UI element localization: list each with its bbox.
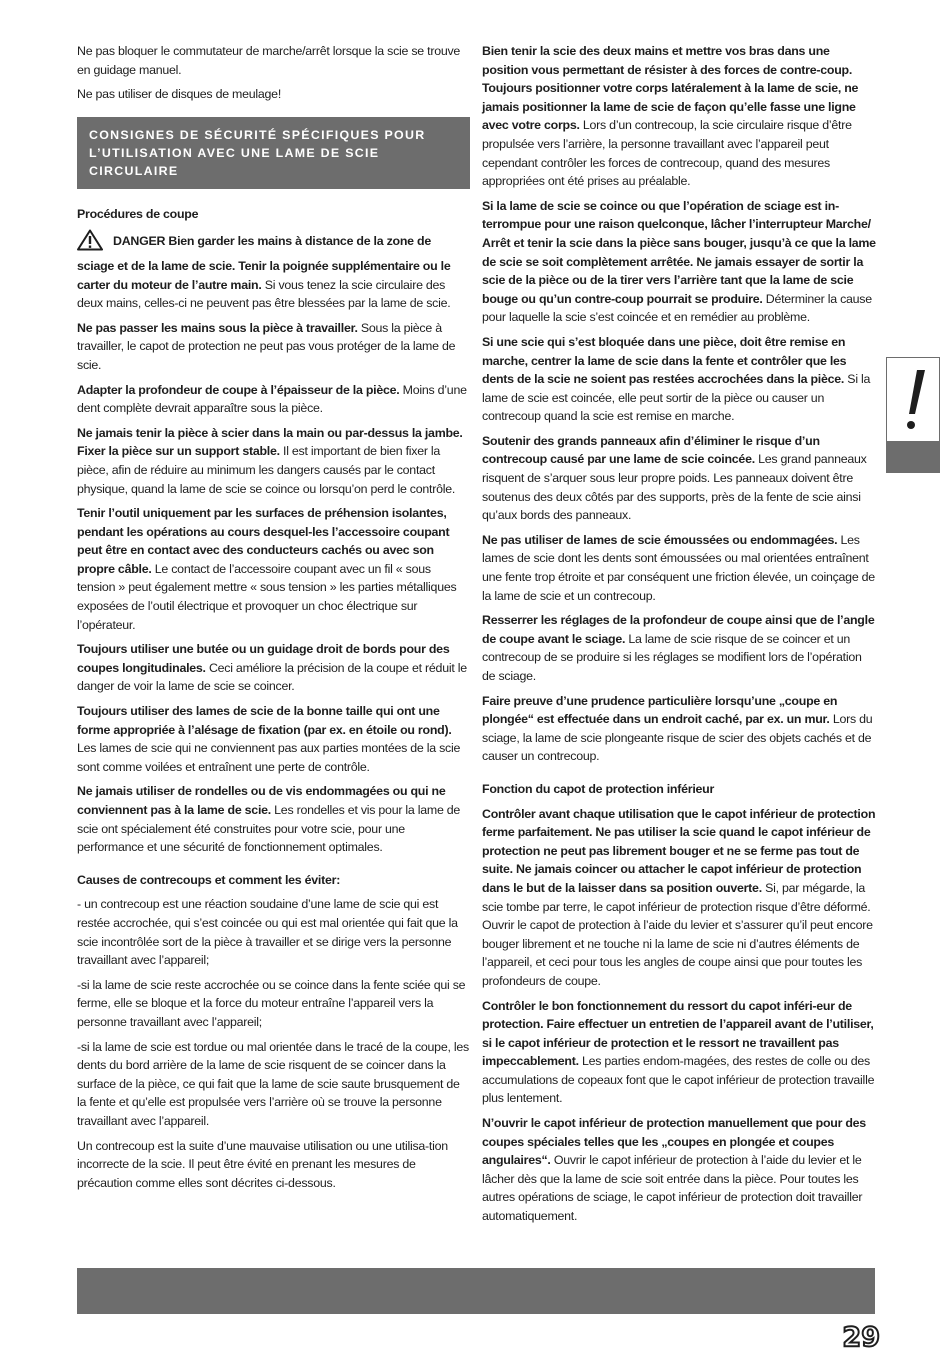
paragraph-blade-size-text: Les lames de scie qui ne conviennent pas aux parties montées de la scie sont comme voilées et entraînent une perte de contrôle.	[77, 741, 461, 774]
paragraph-manual-open-text: Ouvrir le capot inférieur de protection à l’aide du levier et le lâcher dès que la lame de scie soit entrée dans la pièce. Pour toutes les autres opérations de sciage, le capot inférieur de protection doit travailler automatiquement.	[482, 1153, 863, 1224]
side-warning-tab	[886, 357, 940, 473]
paragraph-spring-bold: Contrôler le bon fonctionnement du ressort du capot inféri-eur de protection. Faire effectuer un entretien de l’appareil avant de l’utiliser, si le capot inférieur de protection et le ressort ne travaillent pas impeccablement.	[482, 998, 874, 1069]
paragraph-depth-bold: Adapter la profondeur de coupe à l’épaisseur de la pièce.	[77, 382, 400, 397]
paragraph-insulated-text: Le contact de l’accessoire coupant avec un fil « sous tension » peut également mettre « sous tension » les parties métalliques exposées de l’outil électrique et provoquer un choc électrique sur l’opérateur.	[77, 561, 457, 632]
paragraph-guide-text: Ceci améliore la précision de la coupe et réduit le danger de voir la lame de scie se coincer.	[77, 660, 467, 694]
paragraph-blade-stuck	[482, 197, 877, 327]
left-column	[77, 42, 470, 1198]
paragraph-insulated	[77, 504, 470, 634]
cause-1: - un contrecoup est une réaction soudaine d’une lame de scie qui est restée accrochée, qui s’est coincée ou qui est mal orientée qui fait que la scie incontrôlée sort de la pièce à travailler et se dirige vers la personne travaillant avec l’appareil;	[77, 897, 458, 968]
paragraph-insulated-bold: Tenir l’outil uniquement par les surfaces de préhension isolantes, pendant les opérations au cours desquel-les l’accessoire coupant peut être en contact avec des conducteurs cachés ou avec son propre câble.	[77, 506, 450, 576]
paragraph-panels	[482, 432, 877, 525]
side-tab-icon-box	[886, 357, 940, 442]
fonction-heading: Fonction du capot de protection inférieur	[482, 781, 715, 796]
footer-bar	[77, 1268, 875, 1314]
paragraph-plunge-cut	[482, 692, 877, 766]
danger-bold: DANGER Bien garder les mains à distance de la zone de sciage et de la lame de scie. Tenir la poignée supplémentaire ou le carter du moteur de l’autre main.	[77, 234, 451, 292]
paragraph-hold-piece-bold: Ne jamais tenir la pièce à scier dans la main ou par-dessus la jambe. Fixer la pièce sur un support stable.	[77, 425, 463, 459]
paragraph-panels-text: Les grand panneaux risquent de s’arquer sous leur propre poids. Les panneaux doivent être soutenus des deux côtés par des supports, près de la fente de scie ainsi qu’aux bords des panneaux.	[482, 452, 867, 523]
danger-text: Si vous tenez la scie circulaire des deux mains, celles-ci ne peuvent pas être blessées par la lame de scie.	[77, 277, 451, 311]
paragraph-settings-bold: Resserrer les réglages de la profondeur de coupe ainsi que de l’angle de coupe avant le sciage.	[482, 613, 875, 646]
paragraph-manual-open	[482, 1114, 877, 1226]
cause-2: -si la lame de scie reste accrochée ou se coince dans la fente sciée qui se ferme, elle se bloque et la force du moteur entraîne l’appareil vers la personne travaillant avec l’appareil;	[77, 977, 466, 1029]
paragraph-two-hands	[482, 42, 877, 191]
paragraph-hold-piece	[77, 424, 470, 498]
danger-paragraph	[77, 229, 470, 312]
paragraph-hands	[77, 319, 470, 375]
cause-4: Un contrecoup est la suite d’une mauvaise utilisation ou une utilisa-tion incorrecte de la scie. Il peut être évité en prenant les mesures de précaution comme elles sont décrites ci-dessous.	[77, 1138, 448, 1190]
intro-paragraph-2: Ne pas utiliser de disques de meulage!	[77, 87, 282, 102]
intro-paragraph-1: Ne pas bloquer le commutateur de marche/arrêt lorsque la scie se trouve en guidage manuel.	[77, 44, 461, 77]
paragraph-manual-open-bold: N’ouvrir le capot inférieur de protection manuellement que pour des coupes spéciales telles que les „coupes en plongée et coupes angulaires“.	[482, 1116, 866, 1168]
paragraph-guard-check-bold: Contrôler avant chaque utilisation que le capot inférieur de protection ferme parfaitement. Ne pas utiliser la scie quand le capot inférieur de protection ne peut pas librement bouger et ne se ferme pas tout de suite. Ne jamais coincer ou attacher le capot inférieur de protection dans le but de la laisser dans sa position ouverte.	[482, 806, 876, 895]
paragraph-spring-text: Les parties endom-magées, des restes de colle ou des accumulations de copeaux font que le capot inférieur de protection travaille plus lentement.	[482, 1054, 875, 1106]
cause-3: -si la lame de scie est tordue ou mal orientée dans le tracé de la coupe, les dents du bord arrière de la lame de scie risquent de se coincer dans la surface de la pièce, ce qui fait que la lame de scie saute brusquement de la fente et qu’elle est propulsée vers l’arrière où se trouve la personne travaillant avec l’appareil.	[77, 1039, 469, 1128]
paragraph-washers	[77, 782, 470, 856]
paragraph-washers-bold: Ne jamais utiliser de rondelles ou de vis endommagées ou qui ne conviennent pas à la lame de scie.	[77, 784, 446, 817]
warning-triangle-icon	[77, 229, 103, 257]
paragraph-washers-text: Les rondelles et vis pour la lame de scie ont spécialement été construites pour votre scie, pour une performance et une sécurité de fonctionnement optimales.	[77, 803, 461, 855]
paragraph-plunge-cut-text: Lors du sciage, la lame de scie plongeante risque de scier des objets cachés et de causer un contrecoup.	[482, 712, 873, 764]
paragraph-guide	[77, 640, 470, 696]
paragraph-guard-check-text: Si, par mégarde, la scie tombe par terre, le capot inférieur de protection risque d’être déformé. Ouvrir le capot de protection à l’aide du levier et s’assurer qu’il peut encore bouger librement et ne touche ni la lame de scie ni d’autres éléments de l’appareil, et ceci pour tous les angles de coupe ainsi que pour toutes les profondeurs de coupe.	[482, 880, 873, 988]
paragraph-dull-blades-bold: Ne pas utiliser de lames de scie émoussées ou endommagées.	[482, 532, 838, 547]
paragraph-restart-bold: Si une scie qui s’est bloquée dans une pièce, doit être remise en marche, centrer la lame de scie dans la fente et contrôler que les dents de la scie ne soient pas restées accrochées dans la pièce.	[482, 334, 847, 387]
paragraph-plunge-cut-bold: Faire preuve d’une prudence particulière lorsqu’une „coupe en plongée“ est effectuée dans un endroit caché, par ex. un mur.	[482, 693, 838, 727]
paragraph-two-hands-bold: Bien tenir la scie des deux mains et mettre vos bras dans une position vous permettant de résister à des forces de contre-coup. Toujours positionner votre corps latéralement à la lame de scie, ne jamais positionner la lame de scie de façon qu’elle fasse une ligne avec votre corps.	[482, 44, 859, 133]
paragraph-two-hands-text: Lors d’un contrecoup, la scie circulaire risque d’être propulsée vers l’arrière, la personne travaillant avec l’appareil peut cependant contrôler les forces de contrecoup, quand des mesures appropriées ont été prises au préalable.	[482, 118, 852, 189]
paragraph-hold-piece-text: Il est important de bien fixer la pièce, afin de réduire au minimum les dangers causés par le contact physique, quand la lame de scie se coince ou lorsqu’on perd le contrôle.	[77, 444, 456, 496]
paragraph-blade-stuck-text: Déterminer la cause pour laquelle la scie s’est coincée et en remédier au problème.	[482, 291, 872, 325]
paragraph-settings-text: La lame de scie risque de se coincer et un contrecoup de se produire si les réglages se modifient lors de l’opération de sciage.	[482, 631, 862, 683]
paragraph-blade-size	[77, 702, 470, 776]
procedures-heading: Procédures de coupe	[77, 206, 199, 221]
paragraph-restart	[482, 333, 877, 426]
section-banner: CONSIGNES DE SÉCURITÉ SPÉCIFIQUES POUR L’UTILISATION AVEC UNE LAME DE SCIE CIRCULAIRE	[77, 117, 470, 189]
paragraph-blade-size-bold: Toujours utiliser des lames de scie de la bonne taille qui ont une forme appropriée à l’alésage de fixation (par ex. en étoile ou rond).	[77, 704, 452, 737]
paragraph-hands-text: Sous la pièce à travailler, le capot de protection ne peut pas vous protéger de la lame de scie.	[77, 320, 456, 372]
paragraph-restart-text: Si la lame de scie est coincée, elle peut sortir de la pièce ou causer un contrecoup quand la scie est remise en marche.	[482, 372, 871, 424]
paragraph-hands-bold: Ne pas passer les mains sous la pièce à travailler.	[77, 320, 358, 335]
causes-heading: Causes de contrecoups et comment les éviter:	[77, 872, 341, 887]
paragraph-settings	[482, 611, 877, 685]
page-number: 29	[842, 1322, 880, 1353]
right-column	[482, 42, 877, 1232]
paragraph-panels-bold: Soutenir des grands panneaux afin d’éliminer le risque d’un contrecoup causé par une lame de scie coincée.	[482, 433, 820, 467]
paragraph-dull-blades-text: Les lames de scie dont les dents sont émoussées ou mal orientées entraînent une fente trop étroite et par conséquent une friction élevée, un coinçage de la lame de scie et un contrecoup.	[482, 532, 875, 603]
paragraph-depth	[77, 381, 470, 418]
paragraph-depth-text: Moins d’une dent complète devrait apparaître sous la pièce.	[77, 382, 467, 416]
paragraph-spring	[482, 997, 877, 1109]
exclamation-warning-icon	[887, 358, 939, 441]
paragraph-blade-stuck-bold: Si la lame de scie se coince ou que l’opération de sciage est in-terrompue pour une raison quelconque, lâcher l’interrupteur Marche/ Arrêt et tenir la scie dans la pièce sans bouger, jusqu’à ce que la lame de scie se soit complètement arrêtée. Ne jamais essayer de sortir la scie de la pièce ou de la tirer vers l’arrière tant que la lame de scie bouge ou qu’un contre-coup pourrait se produire.	[482, 198, 876, 306]
paragraph-guide-bold: Toujours utiliser une butée ou un guidage droit de bords pour des coupes longitudinales.	[77, 642, 450, 675]
paragraph-guard-check	[482, 805, 877, 991]
paragraph-dull-blades	[482, 531, 877, 605]
